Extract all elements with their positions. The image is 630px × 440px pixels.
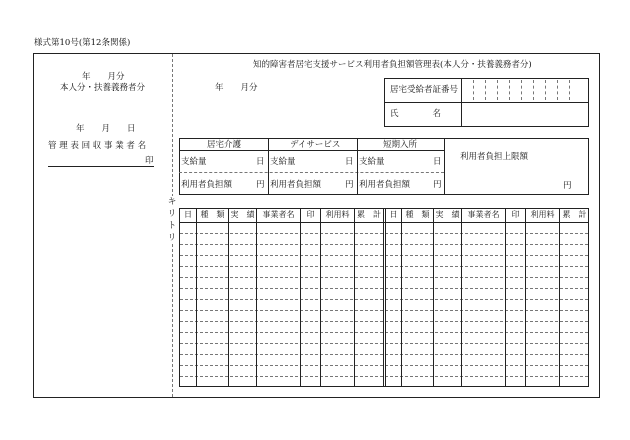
detail-header-seal: 印 [306, 210, 315, 219]
burden-amount-label: 利用者負担額 [181, 180, 233, 190]
detail-row-line [180, 332, 588, 333]
certificate-digit-divider [557, 80, 558, 100]
detail-header-day: 日 [184, 210, 192, 219]
stub-date-line: 年 月 日 [76, 124, 136, 134]
stub-collector-label: 管 理 表 回 収 事 業 者 名 [48, 141, 147, 151]
detail-row-line [180, 343, 588, 344]
detail-row-line [180, 354, 588, 355]
detail-header-seal: 印 [511, 210, 520, 219]
burden-unit: 円 [345, 180, 354, 190]
detail-header-cumulative: 累 計 [357, 210, 381, 219]
detail-row-line [180, 233, 588, 234]
certificate-digit-divider [509, 80, 510, 100]
service-name: 短期入所 [383, 140, 418, 150]
main-period-line: 年 月分 [215, 83, 258, 93]
burden-limit-label: 利用者負担上限額 [460, 152, 529, 162]
certificate-digit-divider [545, 80, 546, 100]
cut-line-label: キ リ ト リ [167, 197, 177, 243]
detail-header-provider: 事業者名 [262, 210, 295, 219]
stub-subject: 本人分・扶養義務者分 [60, 83, 146, 93]
certificate-digit-divider [569, 80, 570, 100]
burden-amount-label: 利用者負担額 [359, 180, 411, 190]
detail-header-actual: 実 績 [435, 210, 460, 219]
certificate-number-label: 居宅受給者証番号 [390, 85, 459, 95]
detail-row-line [180, 244, 588, 245]
detail-header-fee: 利用料 [530, 210, 555, 219]
service-name: 居宅介護 [207, 140, 242, 150]
detail-row-line [180, 299, 588, 300]
supply-unit: 日 [345, 157, 354, 167]
certificate-digit-divider [521, 80, 522, 100]
main-title: 知的障害者居宅支援サービス利用者負担額管理表(本人分・扶養義務者分) [253, 60, 532, 70]
detail-row-line [180, 376, 588, 377]
detail-center-divider [383, 208, 384, 387]
form-number: 様式第10号(第12条関係) [34, 38, 131, 48]
supply-unit: 日 [256, 157, 265, 167]
detail-header-day: 日 [389, 210, 398, 219]
detail-header-type: 種 類 [200, 210, 225, 219]
certificate-digit-divider [533, 80, 534, 100]
burden-limit-unit: 円 [563, 181, 572, 191]
detail-header-actual: 実 績 [230, 210, 255, 219]
burden-unit: 円 [433, 180, 442, 190]
burden-unit: 円 [256, 180, 265, 190]
detail-row-line [180, 310, 588, 311]
detail-row-line [180, 365, 588, 366]
stub-period-line: 年 月分 [82, 72, 125, 82]
detail-header-provider: 事業者名 [467, 210, 500, 219]
supply-unit: 日 [433, 157, 442, 167]
detail-header-cumulative: 累 計 [562, 210, 587, 219]
certificate-digit-divider [473, 80, 474, 100]
detail-row-line [180, 277, 588, 278]
stub-collector-underline [48, 166, 154, 167]
supply-amount-label: 支給量 [181, 157, 207, 167]
detail-row-line [180, 321, 588, 322]
certificate-digit-divider [485, 80, 486, 100]
name-label: 氏 名 [390, 109, 442, 119]
supply-amount-label: 支給量 [359, 157, 385, 167]
detail-header-type: 種 類 [405, 210, 430, 219]
service-name: デイサービス [290, 140, 341, 150]
supply-amount-label: 支給量 [270, 157, 296, 167]
burden-amount-label: 利用者負担額 [270, 180, 322, 190]
stub-seal-mark: 印 [145, 156, 154, 166]
detail-row-line [180, 266, 588, 267]
detail-row-line [180, 255, 588, 256]
detail-row-line [180, 288, 588, 289]
detail-header-fee: 利用料 [325, 210, 350, 219]
certificate-digit-divider [497, 80, 498, 100]
